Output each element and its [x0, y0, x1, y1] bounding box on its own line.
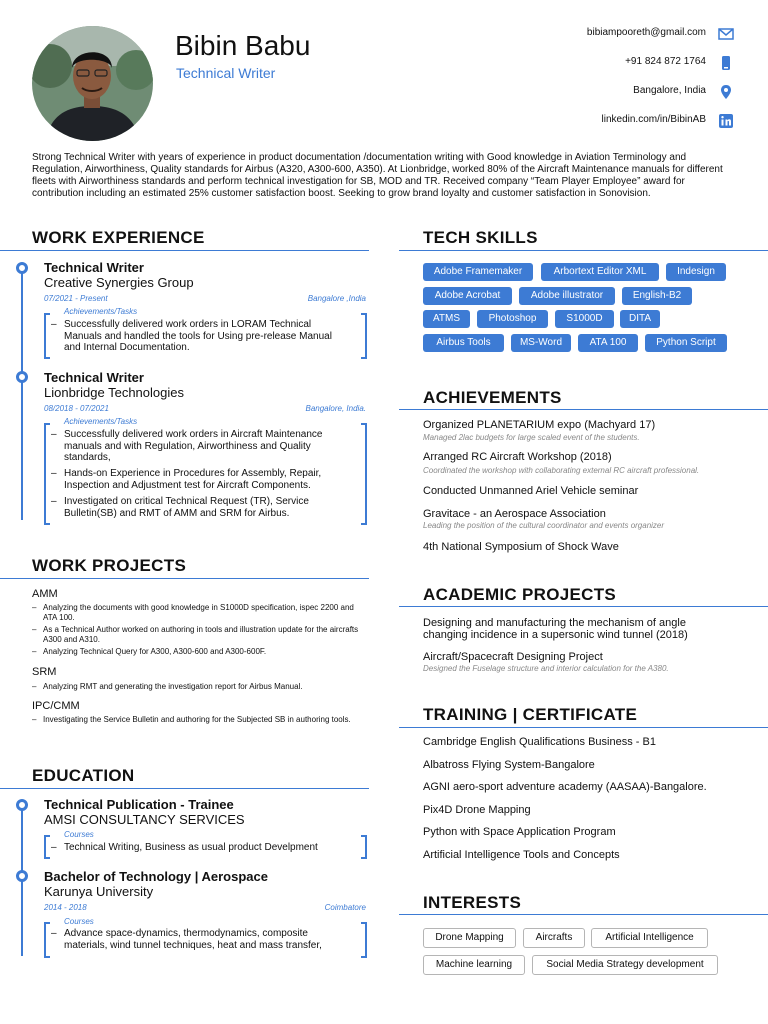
academic-project-note: Designed the Fuselage structure and interior calculation for the A380. [423, 664, 669, 673]
skill-chip: Airbus Tools [423, 334, 504, 352]
location-text: Bangalore, India [633, 85, 706, 96]
course-bullet: – Technical Writing, Business as usual product Develpment [51, 842, 318, 853]
section-divider [399, 606, 768, 607]
task-bullet: – Hands-on Experience in Procedures for Assembly, Repair, Inspection and Adjustment test for Aircraft Components. [51, 468, 322, 491]
courses-label: Courses [64, 830, 94, 839]
achievement-title: Conducted Unmanned Ariel Vehicle seminar [423, 485, 639, 497]
skill-chip: Arbortext Editor XML [541, 263, 659, 281]
achievements-heading: ACHIEVEMENTS [423, 388, 562, 407]
linkedin-link[interactable]: linkedin.com/in/BibinAB [601, 114, 706, 125]
task-bullet: – Successfully delivered work orders in LORAM Technical Manuals and handled the tools for Using pre-release Manual and Internal Documentation. [51, 319, 332, 353]
section-divider [0, 250, 369, 251]
project-bullet: – Analyzing RMT and generating the investigation report for Airbus Manual. [32, 682, 303, 691]
interest-tag: Artificial Intelligence [591, 928, 708, 948]
location-icon [718, 84, 734, 100]
education-title: Bachelor of Technology | Aerospace [44, 869, 268, 884]
academic-project-title: Designing and manufacturing the mechanism of angle changing incidence in a supersonic wind tunnel (2018) [423, 617, 688, 641]
timeline-dot [16, 870, 28, 882]
timeline-dot [16, 371, 28, 383]
job-company: Lionbridge Technologies [44, 385, 184, 400]
training-item: Artificial Intelligence Tools and Concepts [423, 849, 620, 861]
timeline-line [21, 268, 23, 520]
job-dates: 08/2018 - 07/2021 [44, 404, 109, 413]
section-divider [399, 727, 768, 728]
profile-photo [32, 26, 153, 141]
section-divider [0, 788, 369, 789]
candidate-name: Bibin Babu [175, 30, 311, 61]
education-org: AMSI CONSULTANCY SERVICES [44, 812, 245, 827]
education-location: Coimbatore [324, 903, 366, 912]
training-item: Albatross Flying System-Bangalore [423, 759, 595, 771]
project-bullet: – Analyzing Technical Query for A300, A300-600 and A300-600F. [32, 647, 267, 656]
achievement-title: 4th National Symposium of Shock Wave [423, 541, 619, 553]
skill-chip: S1000D [555, 310, 614, 328]
email-icon [718, 26, 734, 42]
interest-tag: Machine learning [423, 955, 525, 975]
skill-chip: Python Script [645, 334, 727, 352]
project-bullet: – As a Technical Author worked on authoring in tools and illustration update for the aircrafts A300 and A310. [32, 625, 359, 644]
interest-tag: Social Media Strategy development [532, 955, 718, 975]
project-title: SRM [32, 666, 57, 678]
achievement-title: Arranged RC Aircraft Workshop (2018) [423, 451, 612, 463]
job-location: Bangalore, India. [305, 404, 366, 413]
education-dates: 2014 - 2018 [44, 903, 87, 912]
work-experience-heading: WORK EXPERIENCE [32, 228, 205, 247]
bracket-right [361, 313, 367, 359]
course-bullet: – Advance space-dynamics, thermodynamics, composite materials, wind tunnel techniques, heat and mass transfer, [51, 928, 322, 951]
interest-tag: Drone Mapping [423, 928, 516, 948]
job-location: Bangalore ,India [307, 294, 366, 303]
profile-summary: Strong Technical Writer with years of experience in product documentation /documentation writing with Good knowledge in Aviation Terminology and Regulation, Airworthiness, Quality standards for Airbus (A320, A300-600, A350). At Lionbridge, worked 80% of the Aircraft Maintenance manuals for different fleets with Airworthiness standards and perform technical investigation for SB, MOD and TR. Received company “Team Player Employee” award for contribution including an estimated 25% customer satisfaction boost. Seeking to grow brand loyalty and customer satisfaction in Sonovision. [32, 152, 723, 199]
candidate-role: Technical Writer [176, 65, 276, 81]
education-org: Karunya University [44, 884, 154, 899]
training-item: AGNI aero-sport adventure academy (AASAA)-Bangalore. [423, 781, 707, 793]
skill-chip: DITA [620, 310, 660, 328]
achievement-note: Coordinated the workshop with collaborating external RC aircraft professional. [423, 466, 700, 475]
job-title: Technical Writer [44, 260, 144, 275]
timeline-dot [16, 799, 28, 811]
skill-chip: MS-Word [511, 334, 571, 352]
education-title: Technical Publication - Trainee [44, 797, 234, 812]
skill-chip: Adobe Acrobat [423, 287, 512, 305]
bracket-right [361, 835, 367, 859]
job-title: Technical Writer [44, 370, 144, 385]
skill-chip: English-B2 [622, 287, 692, 305]
skill-chip: Photoshop [477, 310, 548, 328]
bracket-left [44, 423, 50, 525]
work-projects-heading: WORK PROJECTS [32, 556, 187, 575]
achievement-note: Managed 2lac budgets for large scaled event of the students. [423, 433, 640, 442]
project-bullet: – Analyzing the documents with good knowledge in S1000D specification, ispec 2200 and ATA 100. [32, 603, 354, 622]
bracket-left [44, 313, 50, 359]
phone-icon [718, 55, 734, 71]
skill-chip: ATA 100 [578, 334, 638, 352]
training-item: Cambridge English Qualifications Business - B1 [423, 736, 656, 748]
achievement-note: Leading the position of the cultural coordinator and events organizer [423, 521, 665, 530]
interests-heading: INTERESTS [423, 893, 522, 912]
training-item: Python with Space Application Program [423, 826, 616, 838]
email-link[interactable]: bibiampooreth@gmail.com [586, 27, 706, 38]
achievement-title: Gravitace - an Aerospace Association [423, 508, 606, 520]
training-heading: TRAINING | CERTIFICATE [423, 705, 638, 724]
bracket-right [361, 922, 367, 958]
tasks-label: Achievements/Tasks [64, 417, 138, 426]
section-divider [399, 409, 768, 410]
academic-project-title: Aircraft/Spacecraft Designing Project [423, 651, 603, 663]
bracket-right [361, 423, 367, 525]
academic-projects-heading: ACADEMIC PROJECTS [423, 585, 617, 604]
project-title: AMM [32, 588, 58, 600]
phone-text: +91 824 872 1764 [625, 56, 706, 67]
tech-skills-heading: TECH SKILLS [423, 228, 538, 247]
bracket-left [44, 835, 50, 859]
job-dates: 07/2021 - Present [44, 294, 108, 303]
bracket-left [44, 922, 50, 958]
section-divider [0, 578, 369, 579]
skill-chip: Adobe illustrator [519, 287, 615, 305]
timeline-dot [16, 262, 28, 274]
task-bullet: – Investigated on critical Technical Request (TR), Service Bulletin(SB) and RMT of AMM and SRM for Airbus. [51, 496, 309, 519]
skill-chip: Indesign [666, 263, 726, 281]
interest-tag: Aircrafts [523, 928, 585, 948]
project-bullet: – Investigating the Service Bulletin and authoring for the Subjected SB in authoring tools. [32, 715, 351, 724]
tasks-label: Achievements/Tasks [64, 307, 138, 316]
training-item: Pix4D Drone Mapping [423, 804, 531, 816]
task-bullet: – Successfully delivered work orders in Aircraft Maintenance manuals and with Regulation, Airworthiness and Quality standards, [51, 429, 323, 463]
project-title: IPC/CMM [32, 700, 80, 712]
linkedin-icon[interactable] [718, 113, 734, 129]
section-divider [399, 250, 768, 251]
courses-label: Courses [64, 917, 94, 926]
skill-chip: Adobe Framemaker [423, 263, 533, 281]
job-company: Creative Synergies Group [44, 275, 194, 290]
section-divider [399, 914, 768, 915]
achievement-title: Organized PLANETARIUM expo (Machyard 17) [423, 419, 656, 431]
skill-chip: ATMS [423, 310, 470, 328]
education-heading: EDUCATION [32, 766, 135, 785]
